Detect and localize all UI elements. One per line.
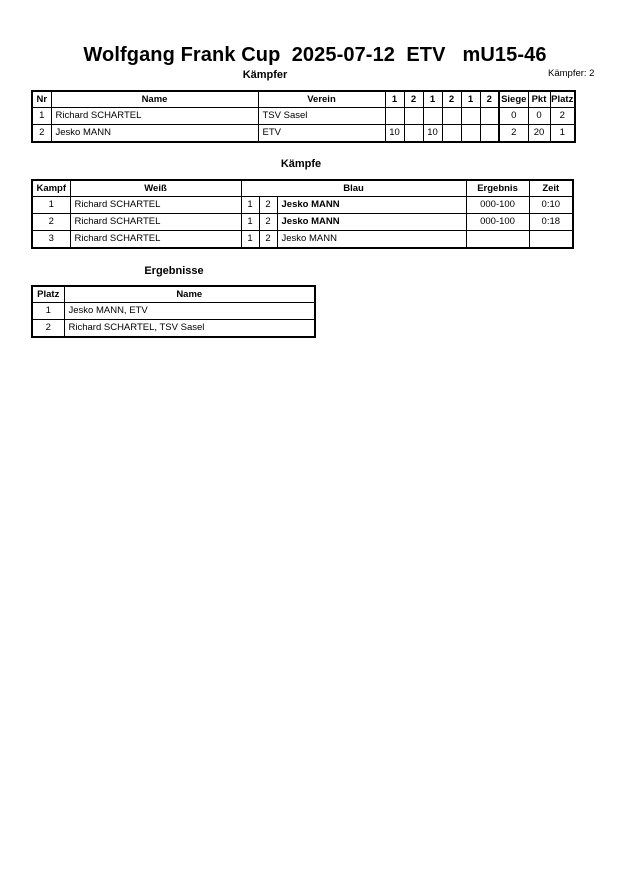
blue-index: 2 <box>259 231 277 249</box>
white-fighter: Richard SCHARTEL <box>70 231 241 249</box>
round-score <box>385 108 404 125</box>
blue-index: 2 <box>259 197 277 214</box>
fighter-wins: 0 <box>499 108 528 125</box>
round-score <box>480 125 499 143</box>
fighter-name: Richard SCHARTEL <box>51 108 258 125</box>
fight-result: 000-100 <box>466 214 529 231</box>
white-index: 1 <box>241 214 259 231</box>
fighter-points: 0 <box>528 108 550 125</box>
round-score <box>404 125 423 143</box>
fighter-club: TSV Sasel <box>258 108 385 125</box>
table-row <box>32 108 575 125</box>
col-round: 1 <box>385 91 404 108</box>
table-row <box>32 197 573 214</box>
col-place: Platz <box>550 91 575 108</box>
col-round: 2 <box>442 91 461 108</box>
fighters-table <box>31 90 576 143</box>
results-heading: Ergebnisse <box>144 265 204 277</box>
fighters-count: Kämpfer: 2 <box>548 68 595 79</box>
fight-number: 1 <box>32 197 70 214</box>
results-table <box>31 285 316 338</box>
table-row <box>32 125 575 143</box>
fighter-wins: 2 <box>499 125 528 143</box>
col-nr: Nr <box>32 91 51 108</box>
white-index: 1 <box>241 231 259 249</box>
col-name: Name <box>64 286 315 303</box>
fight-time: 0:18 <box>529 214 573 231</box>
col-fight: Kampf <box>32 180 70 197</box>
round-score <box>461 125 480 143</box>
result-name: Richard SCHARTEL, TSV Sasel <box>64 320 315 338</box>
col-blue: Blau <box>241 180 466 197</box>
white-index: 1 <box>241 197 259 214</box>
fight-number: 3 <box>32 231 70 249</box>
fight-time: 0:10 <box>529 197 573 214</box>
col-name: Name <box>51 91 258 108</box>
col-round: 1 <box>423 91 442 108</box>
fight-time <box>529 231 573 249</box>
table-row <box>32 214 573 231</box>
col-round: 2 <box>404 91 423 108</box>
fighters-heading: Kämpfer <box>242 69 288 81</box>
result-place: 2 <box>32 320 64 338</box>
col-wins: Siege <box>499 91 528 108</box>
fight-result: 000-100 <box>466 197 529 214</box>
fighter-place: 2 <box>550 108 575 125</box>
col-place: Platz <box>32 286 64 303</box>
round-score <box>480 108 499 125</box>
col-time: Zeit <box>529 180 573 197</box>
page-title: Wolfgang Frank Cup 2025-07-12 ETV mU15-46 <box>83 44 547 66</box>
round-score <box>423 108 442 125</box>
fights-table <box>31 179 574 249</box>
fight-number: 2 <box>32 214 70 231</box>
fighter-nr: 2 <box>32 125 51 143</box>
result-place: 1 <box>32 303 64 320</box>
fights-header-row <box>32 180 573 197</box>
fights-heading: Kämpfe <box>280 158 322 170</box>
round-score: 10 <box>385 125 404 143</box>
blue-fighter: Jesko MANN <box>277 231 466 249</box>
fighter-club: ETV <box>258 125 385 143</box>
table-row <box>32 231 573 249</box>
result-name: Jesko MANN, ETV <box>64 303 315 320</box>
fighter-nr: 1 <box>32 108 51 125</box>
white-fighter: Richard SCHARTEL <box>70 214 241 231</box>
fighter-name: Jesko MANN <box>51 125 258 143</box>
round-score <box>461 108 480 125</box>
table-row <box>32 303 315 320</box>
col-points: Pkt <box>528 91 550 108</box>
results-header-row <box>32 286 315 303</box>
col-white: Weiß <box>70 180 241 197</box>
table-row <box>32 320 315 338</box>
col-club: Verein <box>258 91 385 108</box>
fighter-place: 1 <box>550 125 575 143</box>
round-score: 10 <box>423 125 442 143</box>
fighters-header-row <box>32 91 575 108</box>
col-round: 2 <box>480 91 499 108</box>
white-fighter: Richard SCHARTEL <box>70 197 241 214</box>
blue-fighter: Jesko MANN <box>277 214 466 231</box>
round-score <box>442 108 461 125</box>
round-score <box>404 108 423 125</box>
blue-fighter: Jesko MANN <box>277 197 466 214</box>
col-result: Ergebnis <box>466 180 529 197</box>
fight-result <box>466 231 529 249</box>
col-round: 1 <box>461 91 480 108</box>
fighter-points: 20 <box>528 125 550 143</box>
round-score <box>442 125 461 143</box>
blue-index: 2 <box>259 214 277 231</box>
